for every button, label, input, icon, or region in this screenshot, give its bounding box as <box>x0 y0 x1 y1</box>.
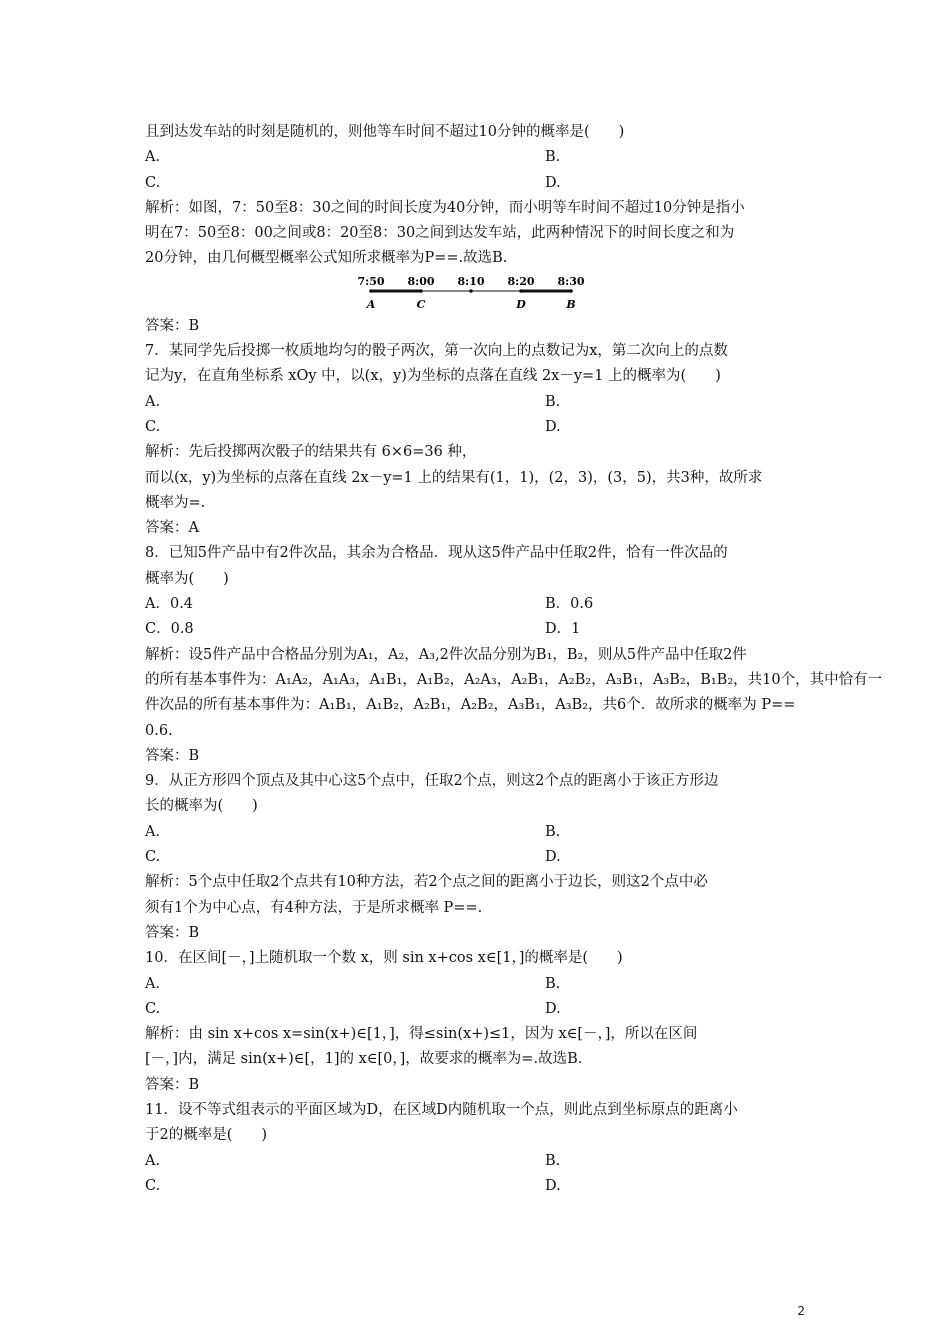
q6-analysis-line: 解析：如图，7：50至8：30之间的时间长度为40分钟，而小明等车时间不超过10分钟是指小 <box>145 199 745 216</box>
q9-option-d: D. <box>545 849 561 866</box>
q10-analysis-line: 解析：由 sin x+cos x=sin(x+)∈[1，]，得≤sin(x+)≤1，因为 x∈[－，]，所以在区间 <box>145 1026 698 1043</box>
q7-answer: 答案：A <box>145 520 199 537</box>
q9-option-a: A. <box>145 823 161 840</box>
q10-options-row-1 <box>145 972 810 997</box>
point-label: A <box>366 297 376 311</box>
q7-stem-line: 7．某同学先后投掷一枚质地均匀的骰子两次，第一次向上的点数记为x，第二次向上的点数 <box>145 343 728 360</box>
time-label: 8:10 <box>457 274 485 288</box>
q9-stem-line: 长的概率为( ) <box>145 798 258 815</box>
q7-analysis-line: 概率为=. <box>145 494 206 511</box>
q9-analysis-line: 解析：5个点中任取2个点共有10种方法，若2个点之间的距离小于边长，则这2个点中必 <box>145 874 708 891</box>
q10-options-row-2 <box>145 997 810 1022</box>
q11-options-row-1 <box>145 1149 810 1174</box>
q6-option-c: C. <box>145 174 161 191</box>
q6-stem-end: 且到达发车站的时刻是随机的，则他等车时间不超过10分钟的概率是( ) <box>145 124 625 140</box>
q9-answer: 答案：B <box>145 924 200 941</box>
q9-stem-line: 9．从正方形四个顶点及其中心这5个点中，任取2个点，则这2个点的距离小于该正方形边 <box>145 773 719 790</box>
point-label: D <box>516 297 526 311</box>
q6-analysis-line: 明在7：50至8：00之间或8：20至8：30之间到达发车站，此两种情况下的时间长度之和为 <box>145 225 735 242</box>
timeline-tick <box>469 289 473 293</box>
q8-option-a: A．0.4 <box>145 596 194 613</box>
q10-stem-line: 10．在区间[－，]上随机取一个数 x，则 sin x+cos x∈[1，]的概率是( ) <box>145 950 623 967</box>
q8-analysis-line: 的所有基本事件为：A₁A₂，A₁A₃，A₁B₁，A₁B₂，A₂A₃，A₂B₁，A₂B₂，A₃B₁，A₃B₂，B₁B₂，共10个，其中恰有一 <box>145 671 883 688</box>
q10-option-c: C. <box>145 1000 161 1017</box>
timeline-diagram <box>357 274 591 314</box>
q8-options-row-2 <box>145 617 810 642</box>
q6-options-row-2 <box>145 171 810 196</box>
time-label: 7:50 <box>357 274 385 288</box>
page-content <box>145 120 883 1199</box>
q11-stem-line: 于2的概率是( ) <box>145 1127 268 1144</box>
q7-option-d: D. <box>545 418 561 435</box>
q7-option-c: C. <box>145 418 161 435</box>
q8-option-c: C．0.8 <box>145 621 194 638</box>
q11-option-a: A. <box>145 1152 161 1169</box>
q11-options-row-2 <box>145 1174 810 1199</box>
time-label: 8:00 <box>407 274 435 288</box>
q9-options-row-1 <box>145 820 810 845</box>
q10-option-b: B. <box>545 975 561 992</box>
timeline-tick <box>369 289 373 293</box>
timeline-tick <box>419 289 423 293</box>
page-number: 2 <box>797 1304 805 1318</box>
q8-analysis-line: 0.6. <box>145 722 173 739</box>
q7-analysis-line: 而以(x，y)为坐标的点落在直线 2x－y=1 上的结果有(1，1)，(2，3)，(3，5)，共3种，故所求 <box>145 469 763 486</box>
q8-option-d: D．1 <box>545 621 581 638</box>
point-label: C <box>416 297 426 311</box>
q8-answer: 答案：B <box>145 747 200 764</box>
q8-option-b: B．0.6 <box>545 596 594 613</box>
time-label: 8:20 <box>507 274 535 288</box>
q8-stem-line: 8．已知5件产品中有2件次品，其余为合格品．现从这5件产品中任取2件，恰有一件次品的 <box>145 545 728 562</box>
q6-option-b: B. <box>545 149 561 166</box>
q6-analysis-line: 20分钟，由几何概型概率公式知所求概率为P==.故选B. <box>145 250 508 267</box>
q7-options-row-2 <box>145 415 810 440</box>
q11-option-d: D. <box>545 1177 561 1194</box>
q9-analysis-line: 须有1个为中心点，有4种方法，于是所求概率 P==. <box>145 899 483 916</box>
q6-option-d: D. <box>545 174 561 191</box>
q8-options-row-1 <box>145 592 810 617</box>
q10-answer: 答案：B <box>145 1076 200 1093</box>
q9-option-c: C. <box>145 849 161 866</box>
q8-stem-line: 概率为( ) <box>145 570 229 587</box>
q8-analysis-line: 解析：设5件产品中合格品分别为A₁，A₂，A₃,2件次品分别为B₁，B₂，则从5件产品中任取2件 <box>145 646 747 663</box>
q7-stem-line: 记为y，在直角坐标系 xOy 中，以(x，y)为坐标的点落在直线 2x－y=1 上的概率为( ) <box>145 368 721 385</box>
q11-option-b: B. <box>545 1152 561 1169</box>
q8-analysis-line: 件次品的所有基本事件为：A₁B₁，A₁B₂，A₂B₁，A₂B₂，A₃B₁，A₃B₂，共6个．故所求的概率为 P== <box>145 697 796 714</box>
q6-answer: 答案：B <box>145 317 200 334</box>
q9-options-row-2 <box>145 845 810 870</box>
q7-option-a: A. <box>145 393 161 410</box>
q10-option-a: A. <box>145 975 161 992</box>
timeline-tick <box>519 289 523 293</box>
timeline-tick <box>569 289 573 293</box>
time-label: 8:30 <box>557 274 585 288</box>
q6-option-a: A. <box>145 149 161 166</box>
q11-option-c: C. <box>145 1177 161 1194</box>
q7-options-row-1 <box>145 390 810 415</box>
point-label: B <box>566 297 576 311</box>
q7-analysis-line: 解析：先后投掷两次骰子的结果共有 6×6=36 种， <box>145 444 477 461</box>
q10-analysis-line: [－，]内，满足 sin(x+)∈[，1]的 x∈[0，]，故要求的概率为=.故选B. <box>145 1051 583 1068</box>
q7-option-b: B. <box>545 393 561 410</box>
q6-options-row-1 <box>145 145 810 170</box>
q9-option-b: B. <box>545 823 561 840</box>
q11-stem-line: 11．设不等式组表示的平面区域为D，在区域D内随机取一个点，则此点到坐标原点的距离小 <box>145 1101 738 1118</box>
timeline-figure <box>145 272 810 314</box>
q10-option-d: D. <box>545 1000 561 1017</box>
